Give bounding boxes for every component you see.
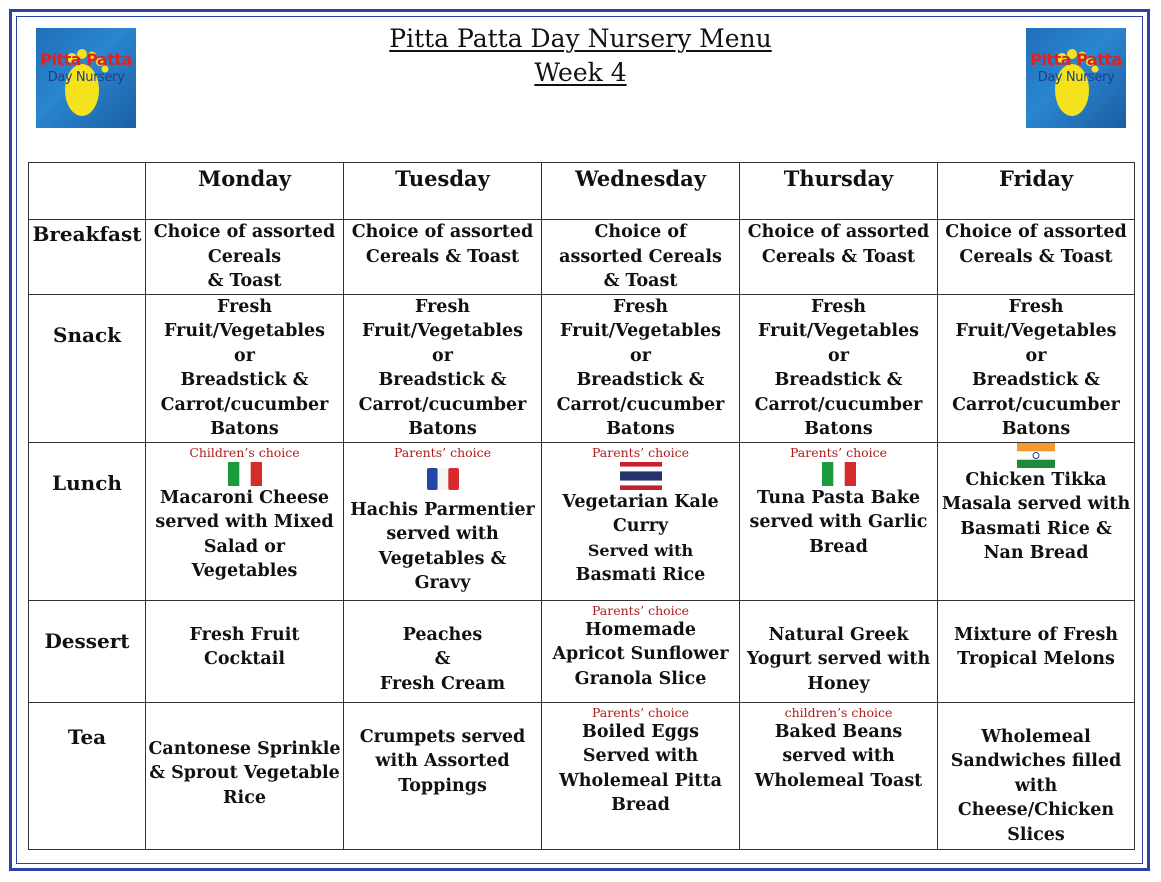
meal-label-snack: Snack bbox=[29, 294, 146, 442]
day-header-monday: Monday bbox=[146, 163, 344, 220]
line: Wholemeal Pitta bbox=[559, 770, 722, 791]
italy-flag-icon bbox=[228, 462, 262, 486]
line: Carrot/cucumber bbox=[754, 394, 923, 415]
line: Slices bbox=[1007, 824, 1065, 845]
meal-label-tea: Tea bbox=[29, 702, 146, 849]
line: Tuna Pasta Bake bbox=[756, 487, 921, 508]
lunch-wednesday bbox=[542, 442, 740, 600]
line: Masala served with bbox=[941, 494, 1131, 514]
line: Breadstick & bbox=[576, 370, 705, 390]
line: Curry bbox=[612, 516, 669, 536]
line: Natural Greek bbox=[768, 624, 909, 645]
line: Cereals & Toast bbox=[959, 246, 1113, 267]
line: Toppings bbox=[398, 775, 487, 796]
lunch-monday bbox=[146, 442, 344, 600]
line: Honey bbox=[807, 673, 870, 694]
choice-tag: Parents’ choice bbox=[591, 444, 690, 460]
choice-tag: Parents’ choice bbox=[393, 444, 492, 460]
line: or bbox=[630, 345, 651, 366]
line: Cereals bbox=[207, 246, 282, 267]
line: Bread bbox=[611, 795, 670, 815]
tea-tuesday bbox=[344, 702, 542, 849]
line: with bbox=[1014, 775, 1058, 796]
line: or bbox=[432, 345, 453, 366]
line: Hachis Parmentier bbox=[350, 499, 535, 520]
line: Peaches bbox=[402, 624, 483, 645]
line: Cheese/Chicken bbox=[957, 800, 1115, 820]
corner-cell bbox=[29, 163, 146, 220]
line: Cocktail bbox=[203, 649, 286, 669]
line: Salad or Vegetables bbox=[191, 536, 298, 581]
line: Fresh Cream bbox=[379, 673, 506, 694]
header-row bbox=[29, 163, 1135, 220]
logo-text-line2: Day Nursery bbox=[47, 70, 125, 85]
line: Fresh bbox=[1008, 296, 1064, 317]
line: Batons bbox=[210, 419, 279, 439]
line: Nan Bread bbox=[983, 543, 1089, 563]
choice-tag: Parents’ choice bbox=[591, 704, 690, 720]
line: Served with bbox=[582, 746, 699, 766]
line: Gravy bbox=[414, 573, 471, 593]
page-title: Pitta Patta Day Nursery Menu bbox=[389, 24, 772, 53]
tea-row bbox=[29, 702, 1135, 849]
meal-label-breakfast: Breakfast bbox=[29, 220, 146, 295]
line: served with bbox=[782, 746, 895, 766]
line: Tropical Melons bbox=[957, 649, 1115, 669]
snack-wednesday bbox=[542, 294, 740, 442]
line: Baked Beans bbox=[774, 721, 903, 742]
menu-table bbox=[28, 162, 1135, 850]
line: Carrot/cucumber bbox=[358, 394, 527, 415]
breakfast-row bbox=[29, 220, 1135, 295]
week-label: Week 4 bbox=[534, 58, 627, 87]
lunch-thursday bbox=[740, 442, 938, 600]
line: Fruit/Vegetables bbox=[758, 321, 919, 341]
snack-row bbox=[29, 294, 1135, 442]
line: & Sprout Vegetable bbox=[149, 763, 340, 783]
line: Breadstick & bbox=[378, 370, 507, 390]
line: Vegetarian Kale bbox=[562, 491, 719, 512]
line: Homemade bbox=[584, 619, 697, 640]
line: Batons bbox=[408, 419, 477, 439]
thailand-flag-icon bbox=[620, 462, 662, 490]
line: Sandwiches filled bbox=[950, 751, 1122, 771]
day-header-wednesday: Wednesday bbox=[542, 163, 740, 220]
india-flag-icon bbox=[1017, 443, 1055, 468]
snack-monday bbox=[146, 294, 344, 442]
line: Batons bbox=[606, 419, 675, 439]
line: Breadstick & bbox=[774, 370, 903, 390]
line: Fresh bbox=[612, 296, 669, 317]
line: Fruit/Vegetables bbox=[362, 321, 523, 341]
dessert-monday bbox=[146, 600, 344, 702]
choice-tag: Parents’ choice bbox=[591, 602, 690, 618]
logo-text-line1: Pitta Patta bbox=[40, 50, 132, 69]
italy-flag-icon bbox=[822, 462, 856, 486]
line: Batons bbox=[1001, 419, 1071, 439]
lunch-row bbox=[29, 442, 1135, 600]
choice-tag: Parents’ choice bbox=[789, 444, 888, 460]
dessert-row bbox=[29, 600, 1135, 702]
line: Apricot Sunflower bbox=[552, 644, 729, 664]
breakfast-tuesday bbox=[344, 220, 542, 295]
line: or bbox=[1025, 345, 1047, 366]
breakfast-friday bbox=[938, 220, 1135, 295]
meal-label-dessert: Dessert bbox=[29, 600, 146, 702]
snack-friday bbox=[938, 294, 1135, 442]
line: Served with bbox=[587, 540, 694, 560]
line: Bread bbox=[809, 536, 868, 557]
day-header-thursday: Thursday bbox=[740, 163, 938, 220]
line: Fruit/Vegetables bbox=[560, 321, 721, 341]
line: & Toast bbox=[603, 271, 678, 291]
line: Macaroni Cheese bbox=[160, 487, 329, 508]
line: Breadstick & bbox=[972, 370, 1100, 390]
line: Boiled Eggs bbox=[582, 721, 699, 742]
logo-text-line1: Pitta Patta bbox=[1030, 50, 1122, 69]
line: or bbox=[234, 345, 255, 366]
day-header-tuesday: Tuesday bbox=[344, 163, 542, 220]
tea-wednesday bbox=[542, 702, 740, 849]
line: Cereals & Toast bbox=[365, 246, 520, 267]
line: served with Mixed bbox=[155, 512, 334, 532]
line: Wholemeal Toast bbox=[754, 770, 923, 791]
line: Cantonese Sprinkle bbox=[148, 738, 341, 759]
breakfast-thursday bbox=[740, 220, 938, 295]
line: Carrot/cucumber bbox=[160, 394, 329, 415]
line: Carrot/cucumber bbox=[952, 394, 1120, 415]
line: Fresh bbox=[414, 296, 471, 317]
choice-tag: Children’s choice bbox=[189, 444, 300, 460]
line: Batons bbox=[804, 419, 873, 439]
breakfast-monday bbox=[146, 220, 344, 295]
tea-monday bbox=[146, 702, 344, 849]
line: with Assorted bbox=[375, 751, 510, 771]
line: served with Garlic bbox=[749, 512, 928, 532]
dessert-wednesday bbox=[542, 600, 740, 702]
line: Basmati Rice bbox=[575, 565, 706, 585]
lunch-tuesday bbox=[344, 442, 542, 600]
line: Fresh bbox=[216, 296, 273, 317]
line: Crumpets served bbox=[359, 726, 526, 747]
line: assorted Cereals bbox=[559, 246, 722, 267]
choice-tag: children’s choice bbox=[784, 704, 893, 720]
dessert-friday bbox=[938, 600, 1135, 702]
line: Carrot/cucumber bbox=[556, 394, 725, 415]
line: served with bbox=[386, 524, 499, 544]
line: Choice of assorted bbox=[153, 222, 336, 242]
line: Wholemeal bbox=[981, 726, 1091, 747]
tea-thursday bbox=[740, 702, 938, 849]
dessert-tuesday bbox=[344, 600, 542, 702]
line: Choice of assorted bbox=[351, 222, 534, 242]
line: Yogurt served with bbox=[746, 649, 931, 669]
line: Basmati Rice & bbox=[960, 518, 1112, 539]
snack-tuesday bbox=[344, 294, 542, 442]
line: & bbox=[434, 649, 451, 669]
line: Granola Slice bbox=[574, 668, 707, 689]
lunch-friday bbox=[938, 442, 1135, 600]
line: Choice of assorted bbox=[945, 222, 1127, 242]
line: Rice bbox=[223, 787, 266, 808]
line: Vegetables & bbox=[378, 548, 507, 569]
tea-friday bbox=[938, 702, 1135, 849]
line: Choice of bbox=[594, 222, 687, 242]
breakfast-wednesday bbox=[542, 220, 740, 295]
line: & Toast bbox=[207, 271, 282, 291]
snack-thursday bbox=[740, 294, 938, 442]
line: Choice of assorted bbox=[747, 222, 930, 242]
line: Fresh Fruit bbox=[189, 624, 300, 645]
france-flag-icon bbox=[427, 466, 459, 492]
meal-label-lunch: Lunch bbox=[29, 442, 146, 600]
dessert-thursday bbox=[740, 600, 938, 702]
line: Fruit/Vegetables bbox=[164, 321, 325, 341]
line: Fresh bbox=[810, 296, 867, 317]
line: Cereals & Toast bbox=[761, 246, 916, 267]
logo-text-line2: Day Nursery bbox=[1037, 70, 1115, 85]
line: Fruit/Vegetables bbox=[955, 321, 1117, 341]
line: Mixture of Fresh bbox=[953, 624, 1119, 645]
line: Breadstick & bbox=[180, 370, 309, 390]
day-header-friday: Friday bbox=[938, 163, 1135, 220]
line: Chicken Tikka bbox=[965, 469, 1107, 490]
line: or bbox=[828, 345, 849, 366]
